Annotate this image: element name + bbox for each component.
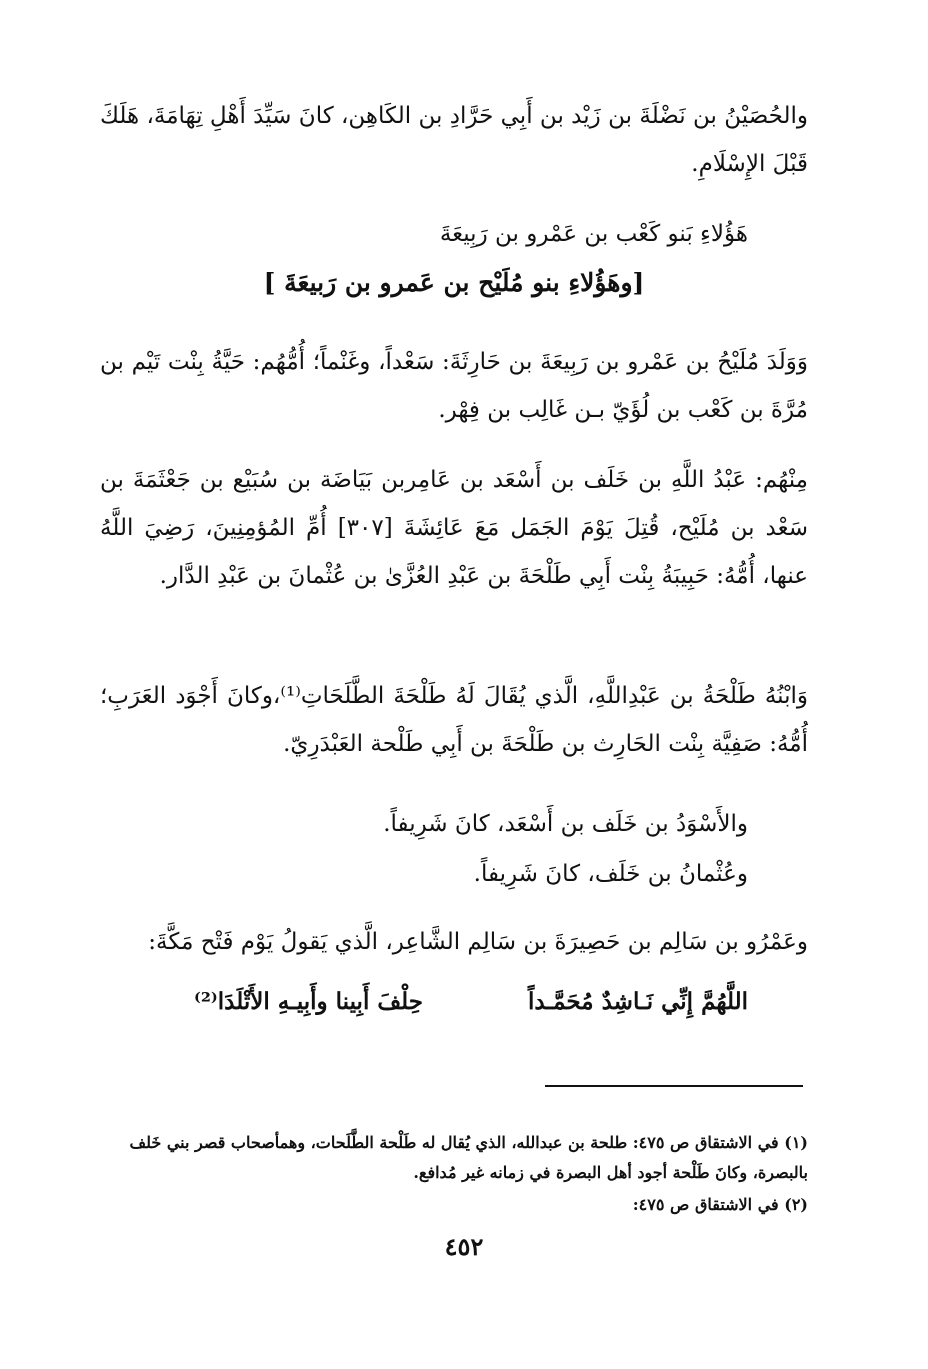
paragraph-text: وَوَلَدَ مُلَيْحُ بن عَمْرو بن رَبِيعَةَ بن حَارِثَةَ: سَعْداً، وغَنْماً؛ أُمُّهُم: حَيَّةُ بِنْت تَيْم بن مُرَّةَ بن كَعْب بن لُؤَيّ بـن غَالِب بن فِهْر. xyxy=(100,349,808,423)
paragraph-abdullah xyxy=(100,456,808,600)
paragraph-aswad xyxy=(180,800,748,848)
verse-first-hemistich: اللَّهُمَّ إِنِّي نَـاشِدٌ مُحَمَّـداً xyxy=(527,988,748,1015)
paragraph-amr xyxy=(100,918,808,966)
paragraph-mulayh xyxy=(100,338,808,434)
footnote-divider xyxy=(545,1085,803,1087)
verse-second-hemistich: حِلْفَ أَبِينا وأَبِيـهِ الأَتْلَدَا⁽²⁾ xyxy=(193,988,423,1015)
page-number: ٤٥٢ xyxy=(444,1232,484,1261)
paragraph-text: مِنْهُم: عَبْدُ اللَّهِ بن خَلَف بن أَسْعَد بن عَامِربن بَيَاضَة بن سُبَيْع بن جَعْثَمَةَ بن سَعْد بن مُلَيْح، قُتِلَ يَوْمَ الجَمَل مَعَ عَائِشَةَ [٣٠٧] أُمِّ المُؤمِنِينَ، رَضِيَ اللَّهُ عنها، أُمُّهُ: حَبِيبَةُ بِنْت أَبِي طَلْحَةَ بن عَبْدِ العُزَّىٰ بن عُثْمانَ بن عَبْدِ الدَّار. xyxy=(100,467,808,589)
footnote-2: (٢) في الاشتقاق ص ٤٧٥: xyxy=(632,1195,808,1214)
paragraph-husayn xyxy=(100,92,808,188)
verse-line xyxy=(100,978,808,1026)
paragraph-text: والأَسْوَدُ بن خَلَف بن أَسْعَد، كانَ شَرِيفاً. xyxy=(383,811,748,837)
section-heading: [وهَؤُلاءِ بنو مُلَيْح بن عَمرو بن رَبيعَةَ ] xyxy=(263,268,645,297)
paragraph-text: وعَمْرُو بن سَالِم بن حَصِيرَةَ بن سَالِم الشَّاعِر، الَّذي يَقولُ يَوْم فَتْح مَكَّةَ: xyxy=(148,929,808,955)
paragraph-text: وعُثْمانُ بن خَلَف، كانَ شَرِيفاً. xyxy=(473,861,748,887)
footnote-1: (١) في الاشتقاق ص ٤٧٥: طلحة بن عبدالله، الذي يُقال له طَلْحة الطَّلَحات، وهمأصحاب قصر بني خَلف بالبصرة، وكانَ طَلْحة أجود أهل البصرة في زمانه غير مُدافع. xyxy=(129,1133,808,1182)
paragraph-text: وَابْنُهُ طَلْحَةُ بن عَبْدِاللَّهِ، الَّذي يُقَالَ لَهُ طَلْحَةَ الطَّلَحَاتِ⁽¹⁾،وكانَ أَجْوَد العَرَبِ؛ أُمُّهُ: صَفِيَّة بِنْت الحَارِث بن طَلْحَةَ بن أَبِي طَلْحة العَبْدَرِيّ. xyxy=(100,683,809,757)
subtitle-text: هَؤُلاءِ بَنو كَعْب بن عَمْرو بن رَبِيعَةَ xyxy=(439,221,748,247)
subtitle-bani-kaab xyxy=(180,210,748,258)
paragraph-talha xyxy=(100,672,808,768)
paragraph-text: والحُصَيْنُ بن نَضْلَةَ بن زَيْد بن أَبِي حَرَّادِ بن الكَاهِن، كانَ سَيِّدَ أَهْلِ تِهَامَةَ، هَلَكَ قَبْلَ الإِسْلَامِ. xyxy=(100,103,808,177)
paragraph-uthman xyxy=(180,850,748,898)
